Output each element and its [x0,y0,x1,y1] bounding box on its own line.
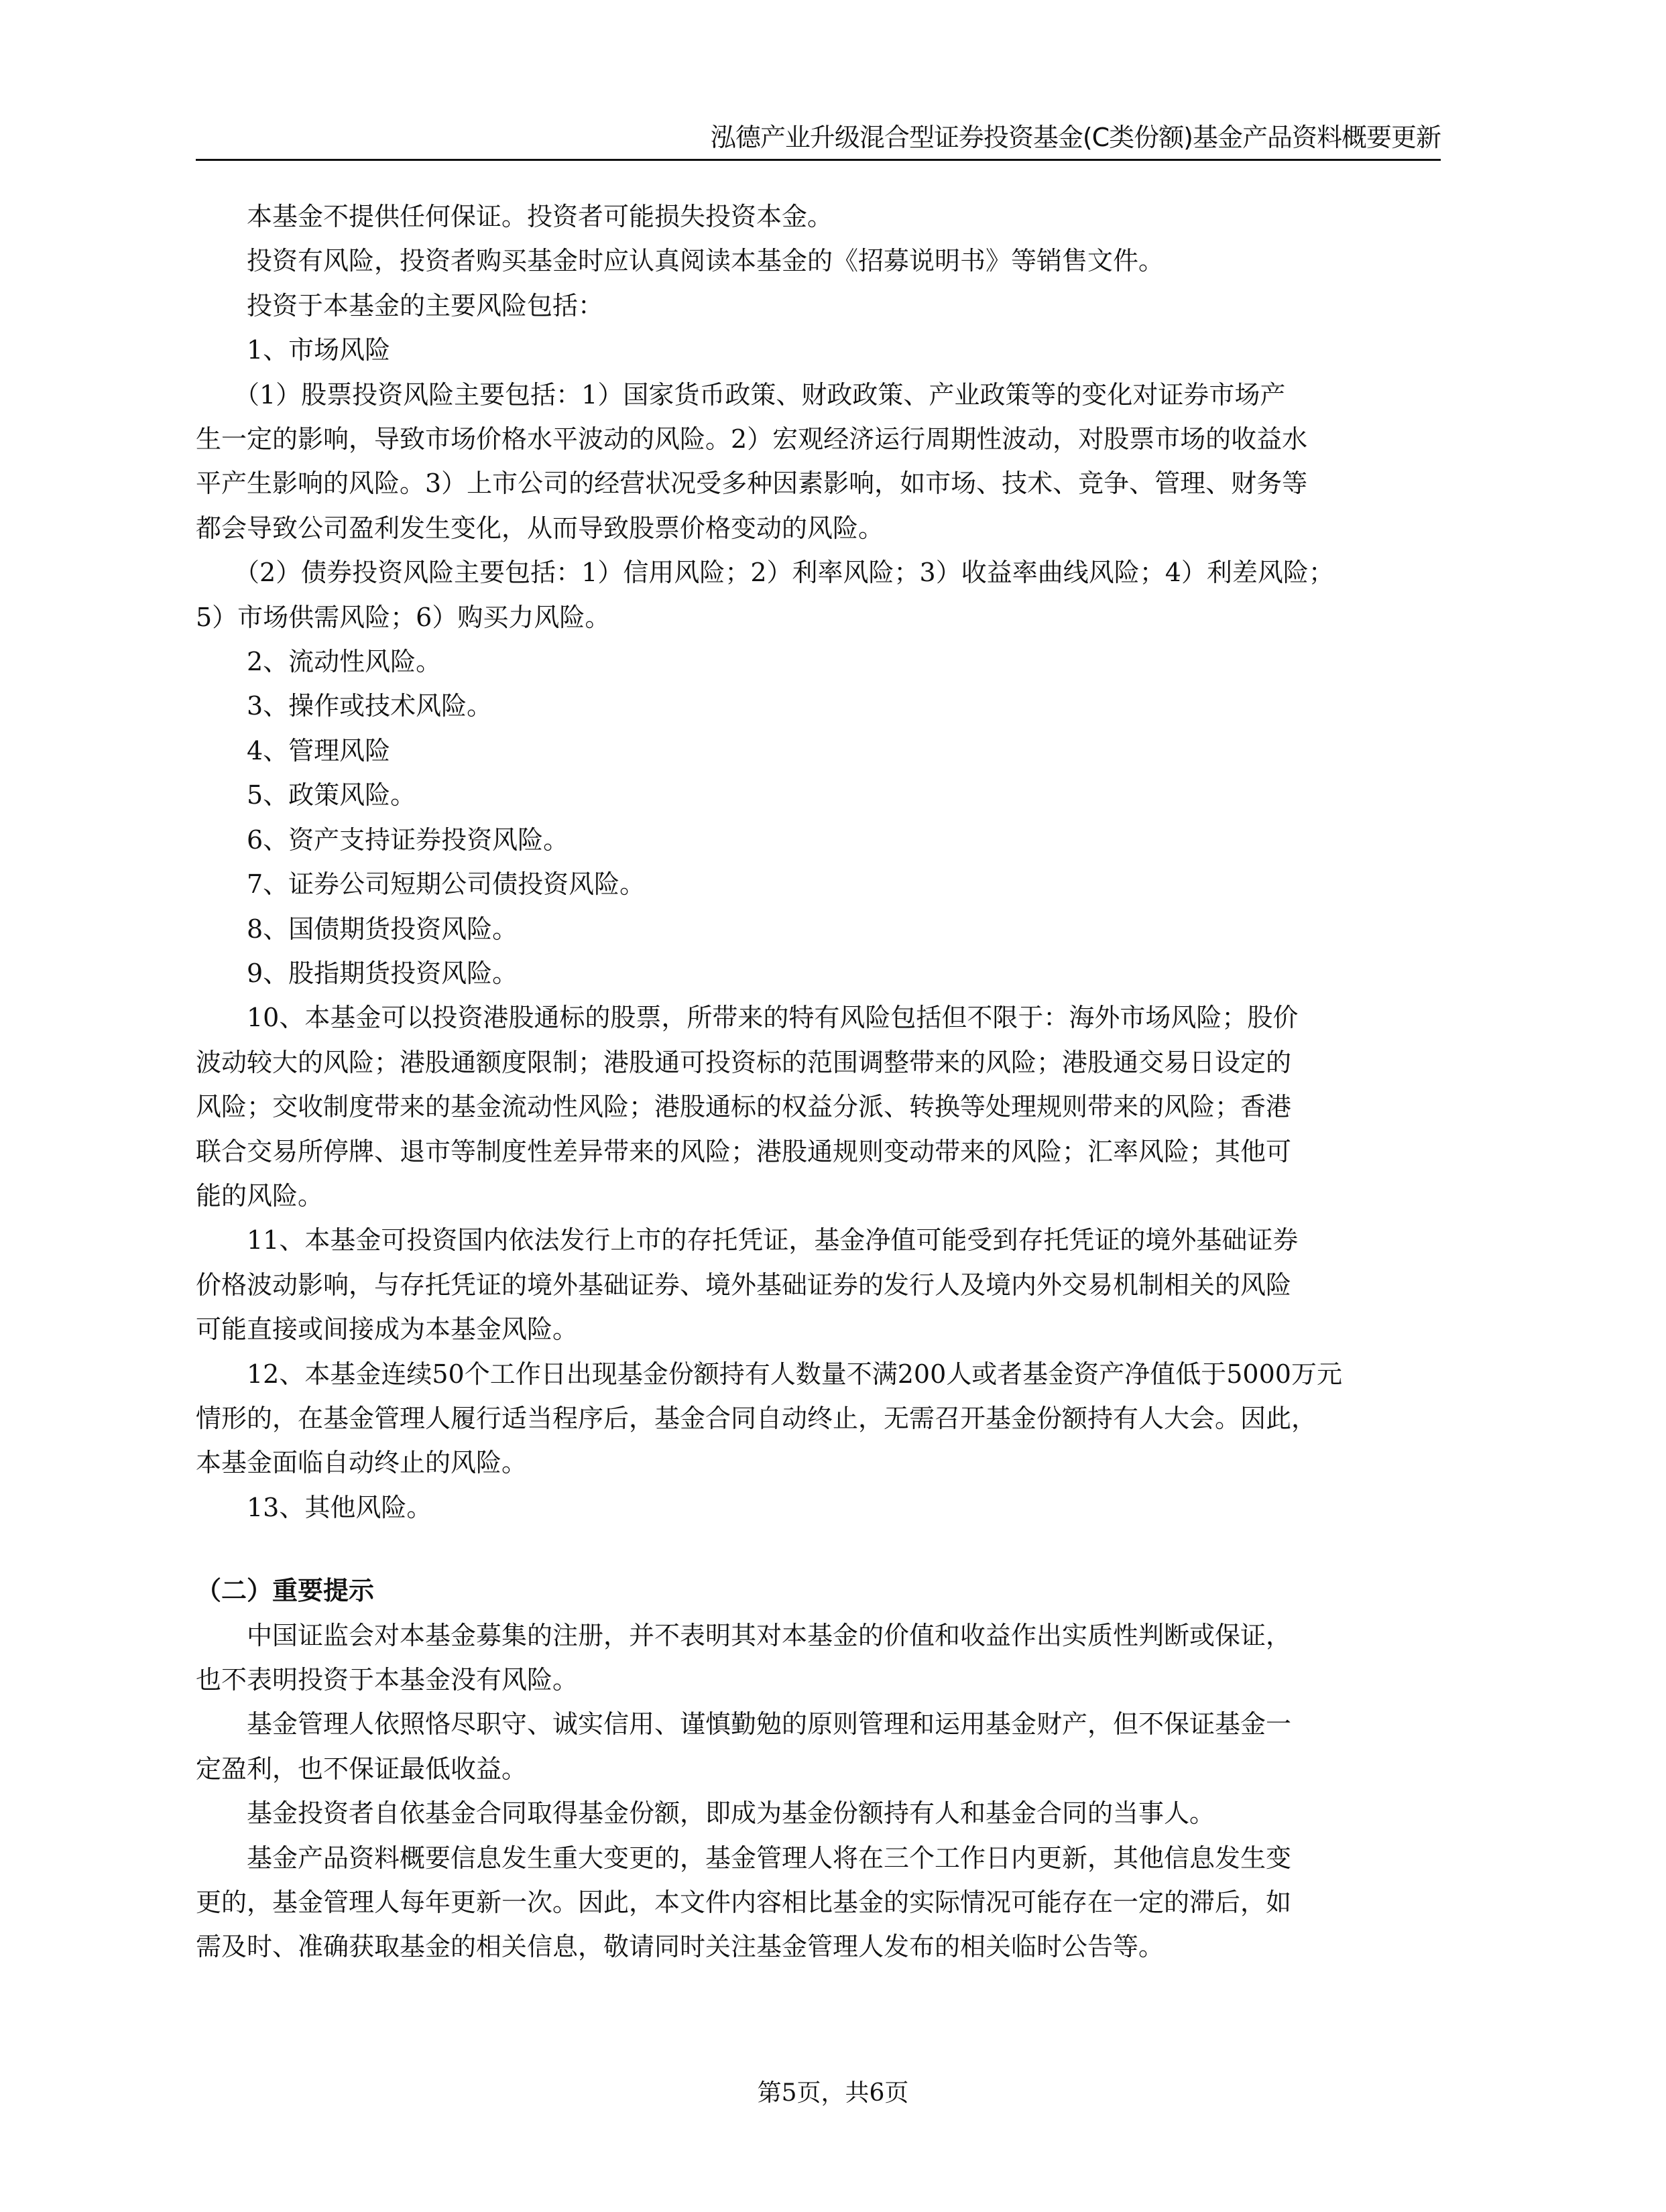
risk-4: 4、管理风险 [247,735,391,765]
risk-10-line-4: 联合交易所停牌、退市等制度性差异带来的风险；港股通规则变动带来的风险；汇率风险；其他可 [196,1136,1292,1166]
notice-3: 基金投资者自依基金合同取得基金份额，即成为基金份额持有人和基金合同的当事人。 [247,1798,1215,1829]
risk-1-title: 1、市场风险 [247,335,391,365]
risk-12-line-3: 本基金面临自动终止的风险。 [196,1448,528,1478]
intro-line-1: 本基金不提供任何保证。投资者可能损失投资本金。 [247,202,833,231]
risk-1-1-line-3: 平产生影响的风险。3）上市公司的经营状况受多种因素影响，如市场、技术、竞争、管理、财务等 [196,469,1308,499]
risk-11-line-2: 价格波动影响，与存托凭证的境外基础证券、境外基础证券的发行人及境内外交易机制相关的风险 [196,1270,1292,1300]
risk-8: 8、国债期货投资风险。 [247,914,518,944]
notice-2-line-1: 基金管理人依照恪尽职守、诚实信用、谨慎勤勉的原则管理和运用基金财产，但不保证基金一 [247,1709,1292,1739]
intro-line-3: 投资于本基金的主要风险包括： [247,290,604,320]
risk-1-1-line-1: （1）股票投资风险主要包括：1）国家货币政策、财政政策、产业政策等的变化对证券市场产 [234,379,1286,410]
risk-7: 7、证券公司短期公司债投资风险。 [247,869,646,900]
risk-9: 9、股指期货投资风险。 [247,958,518,988]
section-2-title: （二）重要提示 [196,1576,375,1606]
risk-12-line-1: 12、本基金连续50个工作日出现基金份额持有人数量不满200人或者基金资产净值低于5000万元 [247,1359,1342,1389]
notice-4-line-3: 需及时、准确获取基金的相关信息，敬请同时关注基金管理人发布的相关临时公告等。 [196,1932,1165,1962]
risk-11-line-1: 11、本基金可投资国内依法发行上市的存托凭证，基金净值可能受到存托凭证的境外基础证券 [247,1225,1299,1255]
notice-4-line-2: 更的，基金管理人每年更新一次。因此，本文件内容相比基金的实际情况可能存在一定的滞后，如 [196,1888,1292,1918]
document-body [196,194,1439,1969]
risk-3: 3、操作或技术风险。 [247,691,493,721]
risk-12-line-2: 情形的，在基金管理人履行适当程序后，基金合同自动终止，无需召开基金份额持有人大会。因此， [196,1403,1317,1433]
risk-1-2-line-1: （2）债券投资风险主要包括：1）信用风险；2）利率风险；3）收益率曲线风险；4）利差风险； [234,558,1334,588]
page-number: 第5页，共6页 [757,2079,909,2107]
risk-10-line-5: 能的风险。 [196,1180,324,1211]
header-divider [196,159,1441,161]
risk-10-line-2: 波动较大的风险；港股通额度限制；港股通可投资标的范围调整带来的风险；港股通交易日设定的 [196,1047,1292,1077]
risk-13: 13、其他风险。 [247,1492,432,1522]
risk-10-line-1: 10、本基金可以投资港股通标的股票，所带来的特有风险包括但不限于：海外市场风险；股价 [247,1003,1299,1033]
notice-1-line-2: 也不表明投资于本基金没有风险。 [196,1665,579,1695]
risk-5: 5、政策风险。 [247,780,416,810]
notice-2-line-2: 定盈利，也不保证最低收益。 [196,1754,528,1784]
document-header-title: 泓德产业升级混合型证券投资基金(C类份额)基金产品资料概要更新 [710,123,1441,152]
risk-6: 6、资产支持证券投资风险。 [247,824,569,855]
notice-4-line-1: 基金产品资料概要信息发生重大变更的，基金管理人将在三个工作日内更新，其他信息发生变 [247,1843,1292,1873]
risk-1-1-line-4: 都会导致公司盈利发生变化，从而导致股票价格变动的风险。 [196,513,884,543]
risk-1-2-line-2: 5）市场供需风险；6）购买力风险。 [196,602,611,632]
risk-1-1-line-2: 生一定的影响，导致市场价格水平波动的风险。2）宏观经济运行周期性波动，对股票市场的收益水 [196,424,1308,454]
risk-2: 2、流动性风险。 [247,647,442,677]
section-spacer [196,1530,1439,1569]
risk-10-line-3: 风险；交收制度带来的基金流动性风险；港股通标的权益分派、转换等处理规则带来的风险；香港 [196,1092,1292,1122]
intro-line-2: 投资有风险，投资者购买基金时应认真阅读本基金的《招募说明书》等销售文件。 [247,246,1165,276]
risk-11-line-3: 可能直接或间接成为本基金风险。 [196,1314,579,1345]
notice-1-line-1: 中国证监会对本基金募集的注册，并不表明其对本基金的价值和收益作出实质性判断或保证， [247,1620,1292,1650]
